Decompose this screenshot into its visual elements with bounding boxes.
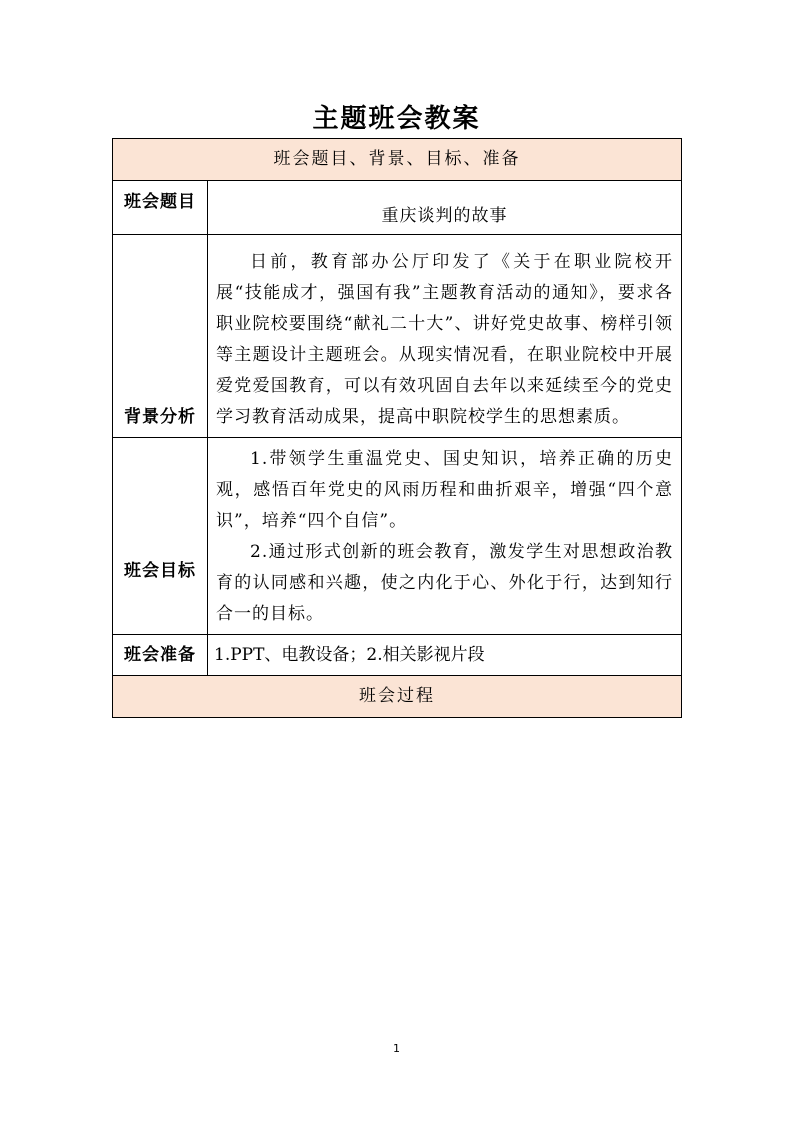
preparation-row <box>113 635 682 676</box>
objective-item-2: 2.通过形式创新的班会教育，激发学生对思想政治教育的认同感和兴趣，使之内化于心、外化于行，达到知行合一的目标。 <box>216 542 673 624</box>
topic-value: 重庆谈判的故事 <box>208 181 682 235</box>
background-row <box>113 235 682 438</box>
process-header: 班会过程 <box>113 676 682 718</box>
background-paragraph: 日前，教育部办公厅印发了《关于在职业院校开展“技能成才，强国有我”主题教育活动的通知》，要求各职业院校要围绕“献礼二十大”、讲好党史故事、榜样引领等主题设计主题班会。从现实情况看，在职业院校中开展爱党爱国教育，可以有效巩固自去年以来延续至今的党史学习教育活动成果，提高中职院校学生的思想素质。 <box>216 252 673 427</box>
process-header-row <box>113 676 682 718</box>
document-title: 主题班会教案 <box>312 104 481 134</box>
topic-row <box>113 181 682 235</box>
preparation-value: 1.PPT、电教设备；2.相关影视片段 <box>208 635 682 676</box>
objectives-content <box>208 438 682 635</box>
objectives-label: 班会目标 <box>113 438 208 635</box>
section-header-row <box>113 139 682 181</box>
lesson-plan-table <box>112 138 682 718</box>
topic-label: 班会题目 <box>113 181 208 235</box>
section-header: 班会题目、背景、目标、准备 <box>113 139 682 181</box>
objectives-row <box>113 438 682 635</box>
background-label: 背景分析 <box>113 235 208 438</box>
objective-item-1: 1.带领学生重温党史、国史知识，培养正确的历史观，感悟百年党史的风雨历程和曲折艰辛，增强“四个意识”，培养“四个自信”。 <box>216 449 673 531</box>
page-number: 1 <box>393 1042 400 1055</box>
background-content <box>208 235 682 438</box>
preparation-label: 班会准备 <box>113 635 208 676</box>
